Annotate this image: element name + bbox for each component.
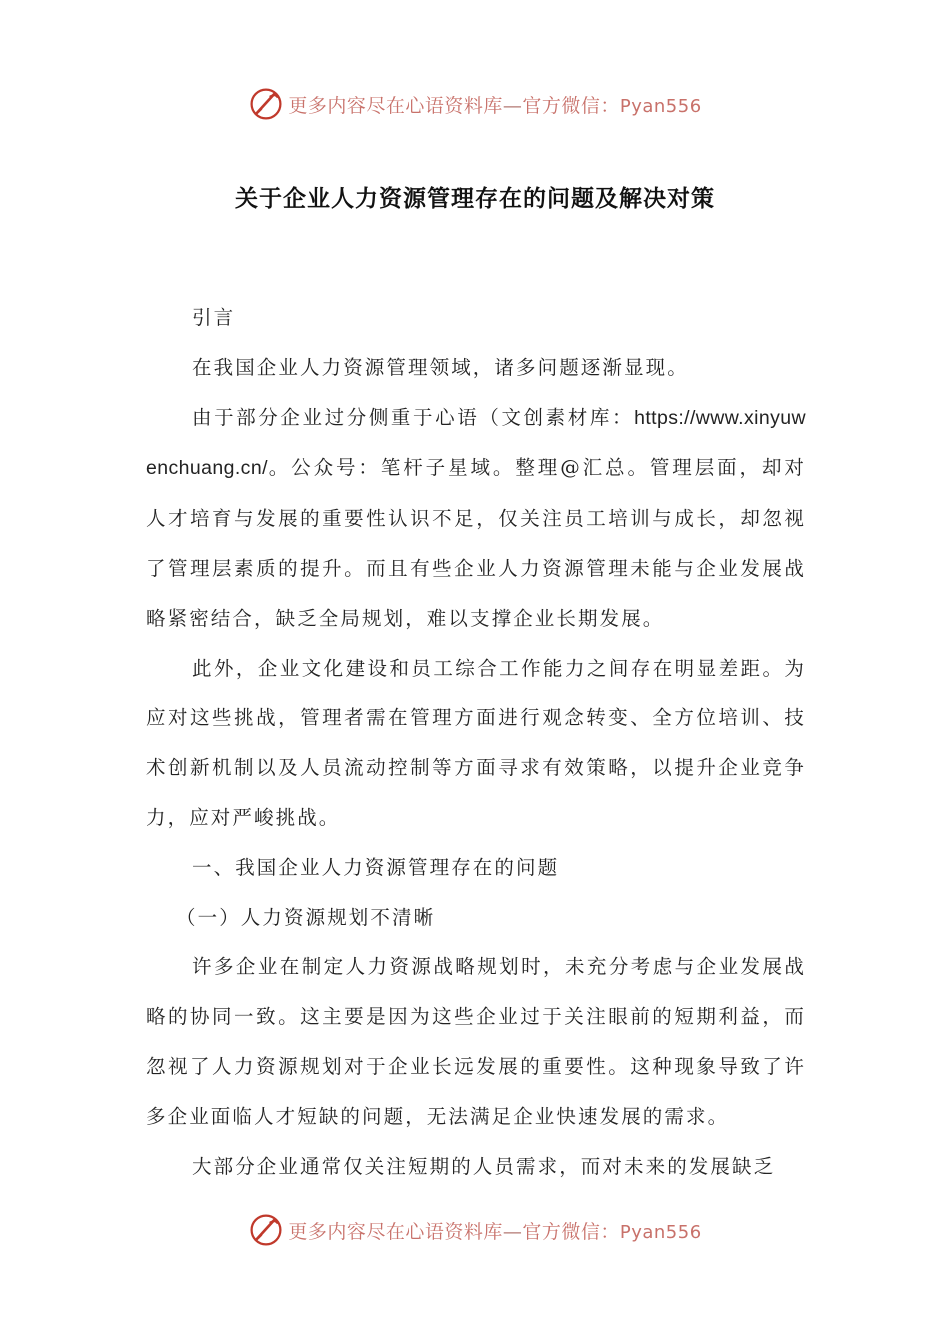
watermark-text [288, 1217, 701, 1244]
watermark-separator: — [502, 94, 523, 117]
watermark-main: 更多内容尽在心语资料库 [288, 1220, 503, 1243]
section-heading: 一、我国企业人力资源管理存在的问题 [192, 855, 560, 879]
pen-logo-icon [248, 86, 284, 122]
paragraph-text: 。公众号：笔杆子星域。整理@汇总。管理层面，却对人才培育与发展的重要性认识不足，仅关注员工培训与成长，却忽视了管理层素质的提升。而且有些企业人力资源管理未能与企业发展战略紧密结合，缺乏全局规划，难以支撑企业长期发展。 [146, 456, 806, 630]
intro-heading: 引言 [192, 306, 236, 329]
paragraph: 大部分企业通常仅关注短期的人员需求，而对未来的发展缺乏 [192, 1154, 776, 1178]
header-watermark-banner [0, 82, 950, 126]
pen-logo-icon [248, 1212, 284, 1248]
paragraph: 在我国企业人力资源管理领域，诸多问题逐渐显现。 [192, 355, 689, 379]
footer-watermark-banner [0, 1208, 950, 1252]
watermark-wechat-label: 官方微信： [522, 1220, 620, 1243]
document-title: 关于企业人力资源管理存在的问题及解决对策 [235, 186, 715, 212]
watermark-main: 更多内容尽在心语资料库 [288, 94, 503, 117]
paragraph-text: 由于部分企业过分侧重于心语（文创素材库： [192, 405, 635, 429]
document-body [146, 293, 806, 1191]
paragraph-with-link [146, 393, 806, 644]
watermark-text [288, 91, 701, 118]
subsection-heading: （一）人力资源规划不清晰 [176, 905, 436, 929]
watermark-separator: — [502, 1220, 523, 1243]
website-link[interactable]: https://www.xinyuwenchuang.cn/ [146, 406, 806, 480]
watermark-wechat-id: Pyan556 [619, 95, 702, 117]
paragraph: 此外，企业文化建设和员工综合工作能力之间存在明显差距。为应对这些挑战，管理者需在管理方面进行观念转变、全方位培训、技术创新机制以及人员流动控制等方面寻求有效策略，以提升企业竞争力，应对严峻挑战。 [146, 656, 806, 829]
watermark-wechat-label: 官方微信： [522, 94, 620, 117]
paragraph: 许多企业在制定人力资源战略规划时，未充分考虑与企业发展战略的协同一致。这主要是因为这些企业过于关注眼前的短期利益，而忽视了人力资源规划对于企业长远发展的重要性。这种现象导致了许多企业面临人才短缺的问题，无法满足企业快速发展的需求。 [146, 955, 806, 1128]
watermark-wechat-id: Pyan556 [619, 1221, 702, 1243]
